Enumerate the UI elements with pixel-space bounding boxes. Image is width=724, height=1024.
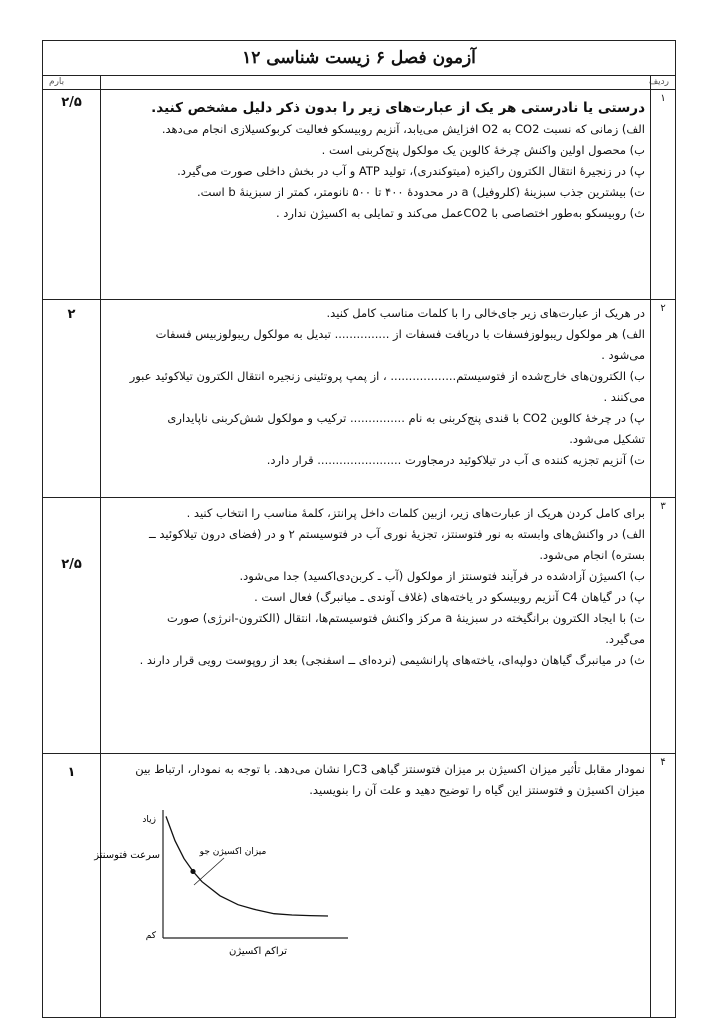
atmospheric-oxygen-point <box>190 869 195 874</box>
statement-5: ث) در میانبرگ گیاهان دولپه‌ای، یاخته‌های پارانشیمی (نرده‌ای ــ اسفنجی) بعد از روپوست رویی قرار دارند . <box>139 653 645 667</box>
column-header-row <box>43 75 675 90</box>
question-score: ۲/۵ <box>61 95 82 110</box>
question-content <box>103 503 645 671</box>
question-row-1 <box>43 89 675 300</box>
statement-1: الف) زمانی که نسبت CO2 به O2 افزایش می‌یابد، آنزیم روبیسکو فعالیت کربوکسیلازی انجام می‌دهد. <box>161 122 645 136</box>
statement-4-cont: می‌گیرد. <box>605 632 645 646</box>
question-number: ۱ <box>660 93 666 104</box>
statement-1-cont: می‌شود . <box>601 348 645 362</box>
question-row-3 <box>43 497 675 754</box>
question-title: درستی یا نادرستی هر یک از عبارت‌های زیر را بدون ذکر دلیل مشخص کنید. <box>151 100 645 116</box>
instruction: برای کامل کردن هریک از عبارت‌های زیر، ازبین کلمات داخل پرانتز، کلمهٔ مناسب را انتخاب کنید . <box>186 506 645 520</box>
y-axis-label: سرعت فتوسنتز <box>94 850 160 861</box>
statement-3: پ) در گیاهان C4 آنزیم روبیسکو در یاخته‌های (غلاف آوندی ـ میانبرگ) فعال است . <box>254 590 645 604</box>
statement-2: ب) محصول اولین واکنش چرخهٔ کالوین یک مولکول پنج‌کربنی است . <box>321 143 645 157</box>
annotation-label: میزان اکسیژن جو <box>199 847 267 857</box>
instruction: در هریک از عبارت‌های زیر جای‌خالی را با کلمات مناسب کامل کنید. <box>326 306 645 320</box>
question-score: ۱ <box>67 765 76 780</box>
y-low-label: کم <box>145 931 156 941</box>
question-score: ۲/۵ <box>61 557 82 572</box>
question-content <box>103 97 645 224</box>
statement-4: ت) آنزیم تجزیه کننده ی آب در تیلاکوئید درمجاورت ....................... قرار دارد. <box>266 453 645 467</box>
question-row-2 <box>43 299 675 498</box>
statement-1-cont: بستره) انجام می‌شود. <box>539 548 645 562</box>
question-content <box>103 303 645 471</box>
page-title: آزمون فصل ۶ زیست شناسی ۱۲ <box>43 41 675 76</box>
question-number: ۳ <box>660 501 666 512</box>
annotation-pointer <box>194 858 224 885</box>
statement-1: الف) هر مولکول ریبولوزفسفات با دریافت فسفات از ............... تبدیل به مولکول ریبولوزبیس فسفات <box>155 327 645 341</box>
statement-2: ب) اکسیژن آزادشده در فرآیند فتوسنتز از مولکول (آب ـ کربن‌دی‌اکسید) جدا می‌شود. <box>239 569 645 583</box>
x-axis-label: تراکم اکسیژن <box>228 946 288 957</box>
statement-3-cont: تشکیل می‌شود. <box>569 432 645 446</box>
question-number: ۴ <box>660 757 666 768</box>
question-number: ۲ <box>660 303 666 314</box>
statement-2-cont: می‌کنند . <box>603 390 645 404</box>
statement-3: پ) در زنجیرهٔ انتقال الکترون راکیزه (میتوکندری)، تولید ATP و آب در بخش داخلی صورت می‌گیرد. <box>177 164 645 178</box>
question-text-1: نمودار مقابل تأثیر میزان اکسیژن بر میزان فتوسنتز گیاهی C3را نشان می‌دهد. با توجه به نمودار، ارتباط بین <box>135 762 645 776</box>
question-score: ۲ <box>67 307 76 322</box>
statement-5: ث) روبیسکو به‌طور اختصاصی با CO2عمل می‌کند و تمایلی به اکسیژن ندارد . <box>275 206 645 220</box>
question-text-2: میزان اکسیژن و فتوسنتز این گیاه را توضیح دهید و علت آن را بنویسید. <box>309 783 645 797</box>
y-high-label: زیاد <box>142 815 156 825</box>
photosynthesis-curve <box>166 816 328 916</box>
statement-3: پ) در چرخهٔ کالوین CO2 با قندی پنج‌کربنی به نام ............... ترکیب و مولکول شش‌کربنی ناپایداری <box>167 411 645 425</box>
barem-header: بارم <box>49 77 65 87</box>
radif-header: ردیف <box>648 77 669 87</box>
statement-2: ب) الکترون‌های خارج‌شده از فتوسیستم.................. ، از پمپ پروتئینی زنجیره انتقال الکترون تیلاکوئید عبور <box>129 369 645 383</box>
statement-4: ت) با ایجاد الکترون برانگیخته در سبزینهٔ a مرکز واکنش فتوسیستم‌ها، انتقال (الکترون-انرژی) صورت <box>167 611 645 625</box>
statement-4: ت) بیشترین جذب سبزینهٔ (کلروفیل) a در محدودهٔ ۴۰۰ تا ۵۰۰ نانومتر، کمتر از سبزینهٔ b است. <box>196 185 645 199</box>
statement-1: الف) در واکنش‌های وابسته به نور فتوسنتز، تجزیهٔ نوری آب در فتوسیستم ۲ و در (فضای درون تیلاکوئید ــ <box>148 527 645 541</box>
oxygen-photosynthesis-chart <box>48 760 368 960</box>
